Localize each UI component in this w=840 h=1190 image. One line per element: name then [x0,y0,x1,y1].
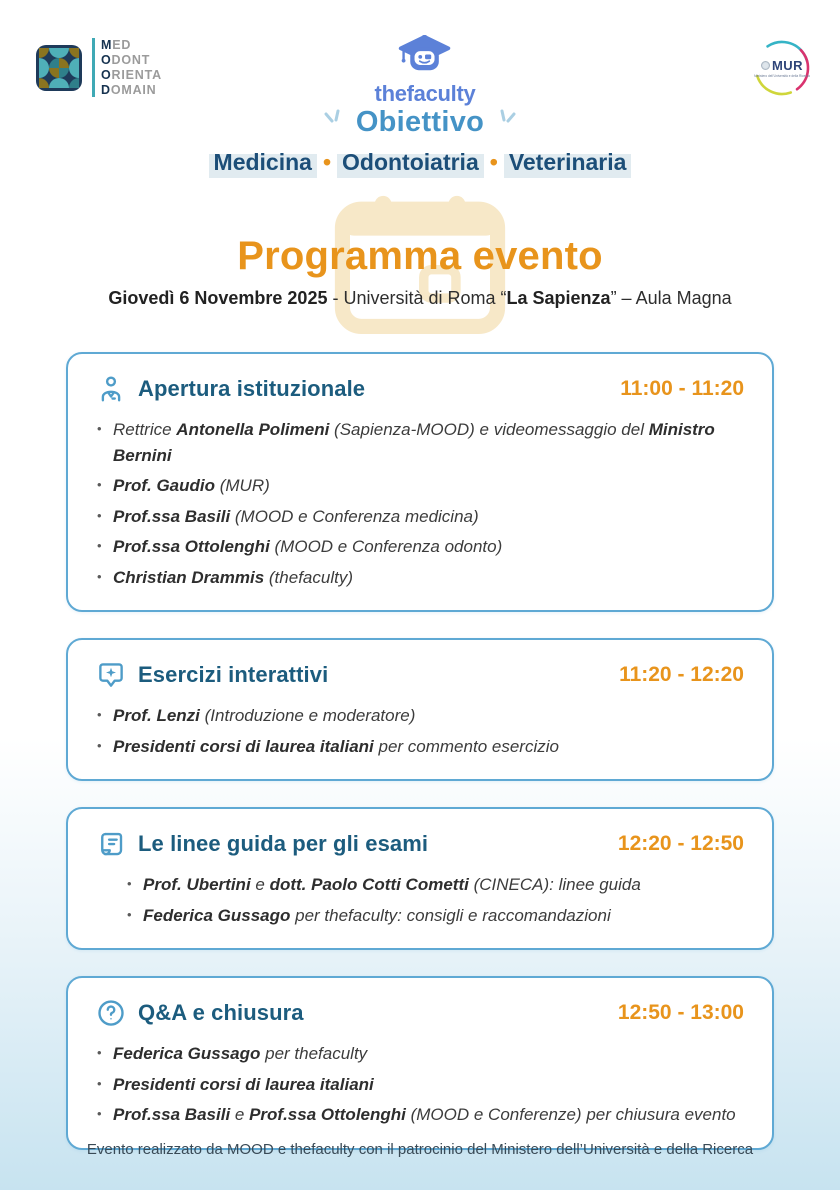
bullet-item: • Prof. Ubertini e dott. Paolo Cotti Cometti (CINECA): linee guida [126,872,744,898]
mood-wordmark [92,38,162,97]
doctor-icon [96,374,126,404]
session-card [66,807,774,950]
mur-logo [750,36,814,100]
scroll-icon [96,829,126,859]
footer-note: Evento realizzato da MOOD e thefaculty con il patrocinio del Ministero dell’Università e della Ricerca [86,1141,754,1158]
bullet-item: • Prof.ssa Basili (MOOD e Conferenza medicina) [96,504,744,530]
subject-item: Odontoiatria [337,149,484,178]
session-time: 12:50 - 13:00 [617,1001,744,1024]
session-time: 11:20 - 12:20 [619,663,744,686]
session-bullets [96,703,744,759]
thefaculty-cap-icon [393,61,457,78]
mood-logo [36,38,162,97]
bullet-separator: • [489,149,498,175]
session-bullets [96,1041,744,1128]
bullet-item: • Federica Gussago per thefaculty: consigli e raccomandazioni [126,903,744,929]
session-title: Le linee guida per gli esami [138,831,429,856]
session-card [66,352,774,612]
session-card [66,976,774,1150]
sparkle-left-icon [322,109,346,136]
mood-wordmark-line: ORIENTA [101,68,162,82]
bullet-item: • Prof.ssa Ottolenghi (MOOD e Conferenza odonto) [96,534,744,560]
mur-label: MUR [771,58,804,73]
session-time: 11:00 - 11:20 [620,377,744,400]
question-circle-icon [96,998,126,1028]
subject-item: Medicina [209,149,317,178]
sparkle-right-icon [494,109,518,136]
session-title: Apertura istituzionale [138,376,366,401]
bullet-item: • Prof. Gaudio (MUR) [96,473,744,499]
mood-logo-icon [36,45,82,91]
bullet-item: • Prof.ssa Basili e Prof.ssa Ottolenghi (MOOD e Conferenze) per chiusura evento [96,1102,744,1128]
header [36,34,814,114]
session-cards [66,352,774,1150]
session-title: Esercizi interattivi [138,662,329,687]
bullet-item: • Prof. Lenzi (Introduzione e moderatore) [96,703,744,729]
mood-wordmark-line: ODONT [101,53,151,67]
subject-item: Veterinaria [504,149,632,178]
mood-wordmark-line: DOMAIN [101,83,157,97]
kicker-row [0,106,840,139]
bullet-separator: • [322,149,332,175]
session-card-header [96,374,744,404]
session-title: Q&A e chiusura [138,1000,304,1025]
subjects-line [0,149,840,176]
kicker-title: Obiettivo [355,106,485,138]
session-bullets [96,417,744,590]
session-bullets [126,872,744,928]
mood-wordmark-line: MED [101,38,132,52]
page-title: Programma evento [237,234,603,278]
mur-emblem-icon [761,61,770,70]
bullet-item: • Presidenti corsi di laurea italiani [96,1072,744,1098]
session-card [66,638,774,781]
badge-star-icon [96,660,126,690]
bullet-item: • Presidenti corsi di laurea italiani per commento esercizio [96,734,744,760]
session-card-header [96,660,744,690]
mur-subtitle: Ministero dell’Università e della Ricerca [754,74,810,78]
bullet-item: • Federica Gussago per thefaculty [96,1041,744,1067]
session-card-header [96,829,744,859]
thefaculty-logo [375,34,476,107]
session-time: 12:20 - 12:50 [617,832,744,855]
event-date-line: Giovedì 6 Novembre 2025 - Università di Roma “La Sapienza” – Aula Magna [108,288,732,308]
bullet-item: • Christian Drammis (thefaculty) [96,565,744,591]
session-card-header [96,998,744,1028]
thefaculty-wordmark: thefaculty [374,81,476,106]
bullet-item: • Rettrice Antonella Polimeni (Sapienza-MOOD) e videomessaggio del Ministro Bernini [96,417,744,468]
